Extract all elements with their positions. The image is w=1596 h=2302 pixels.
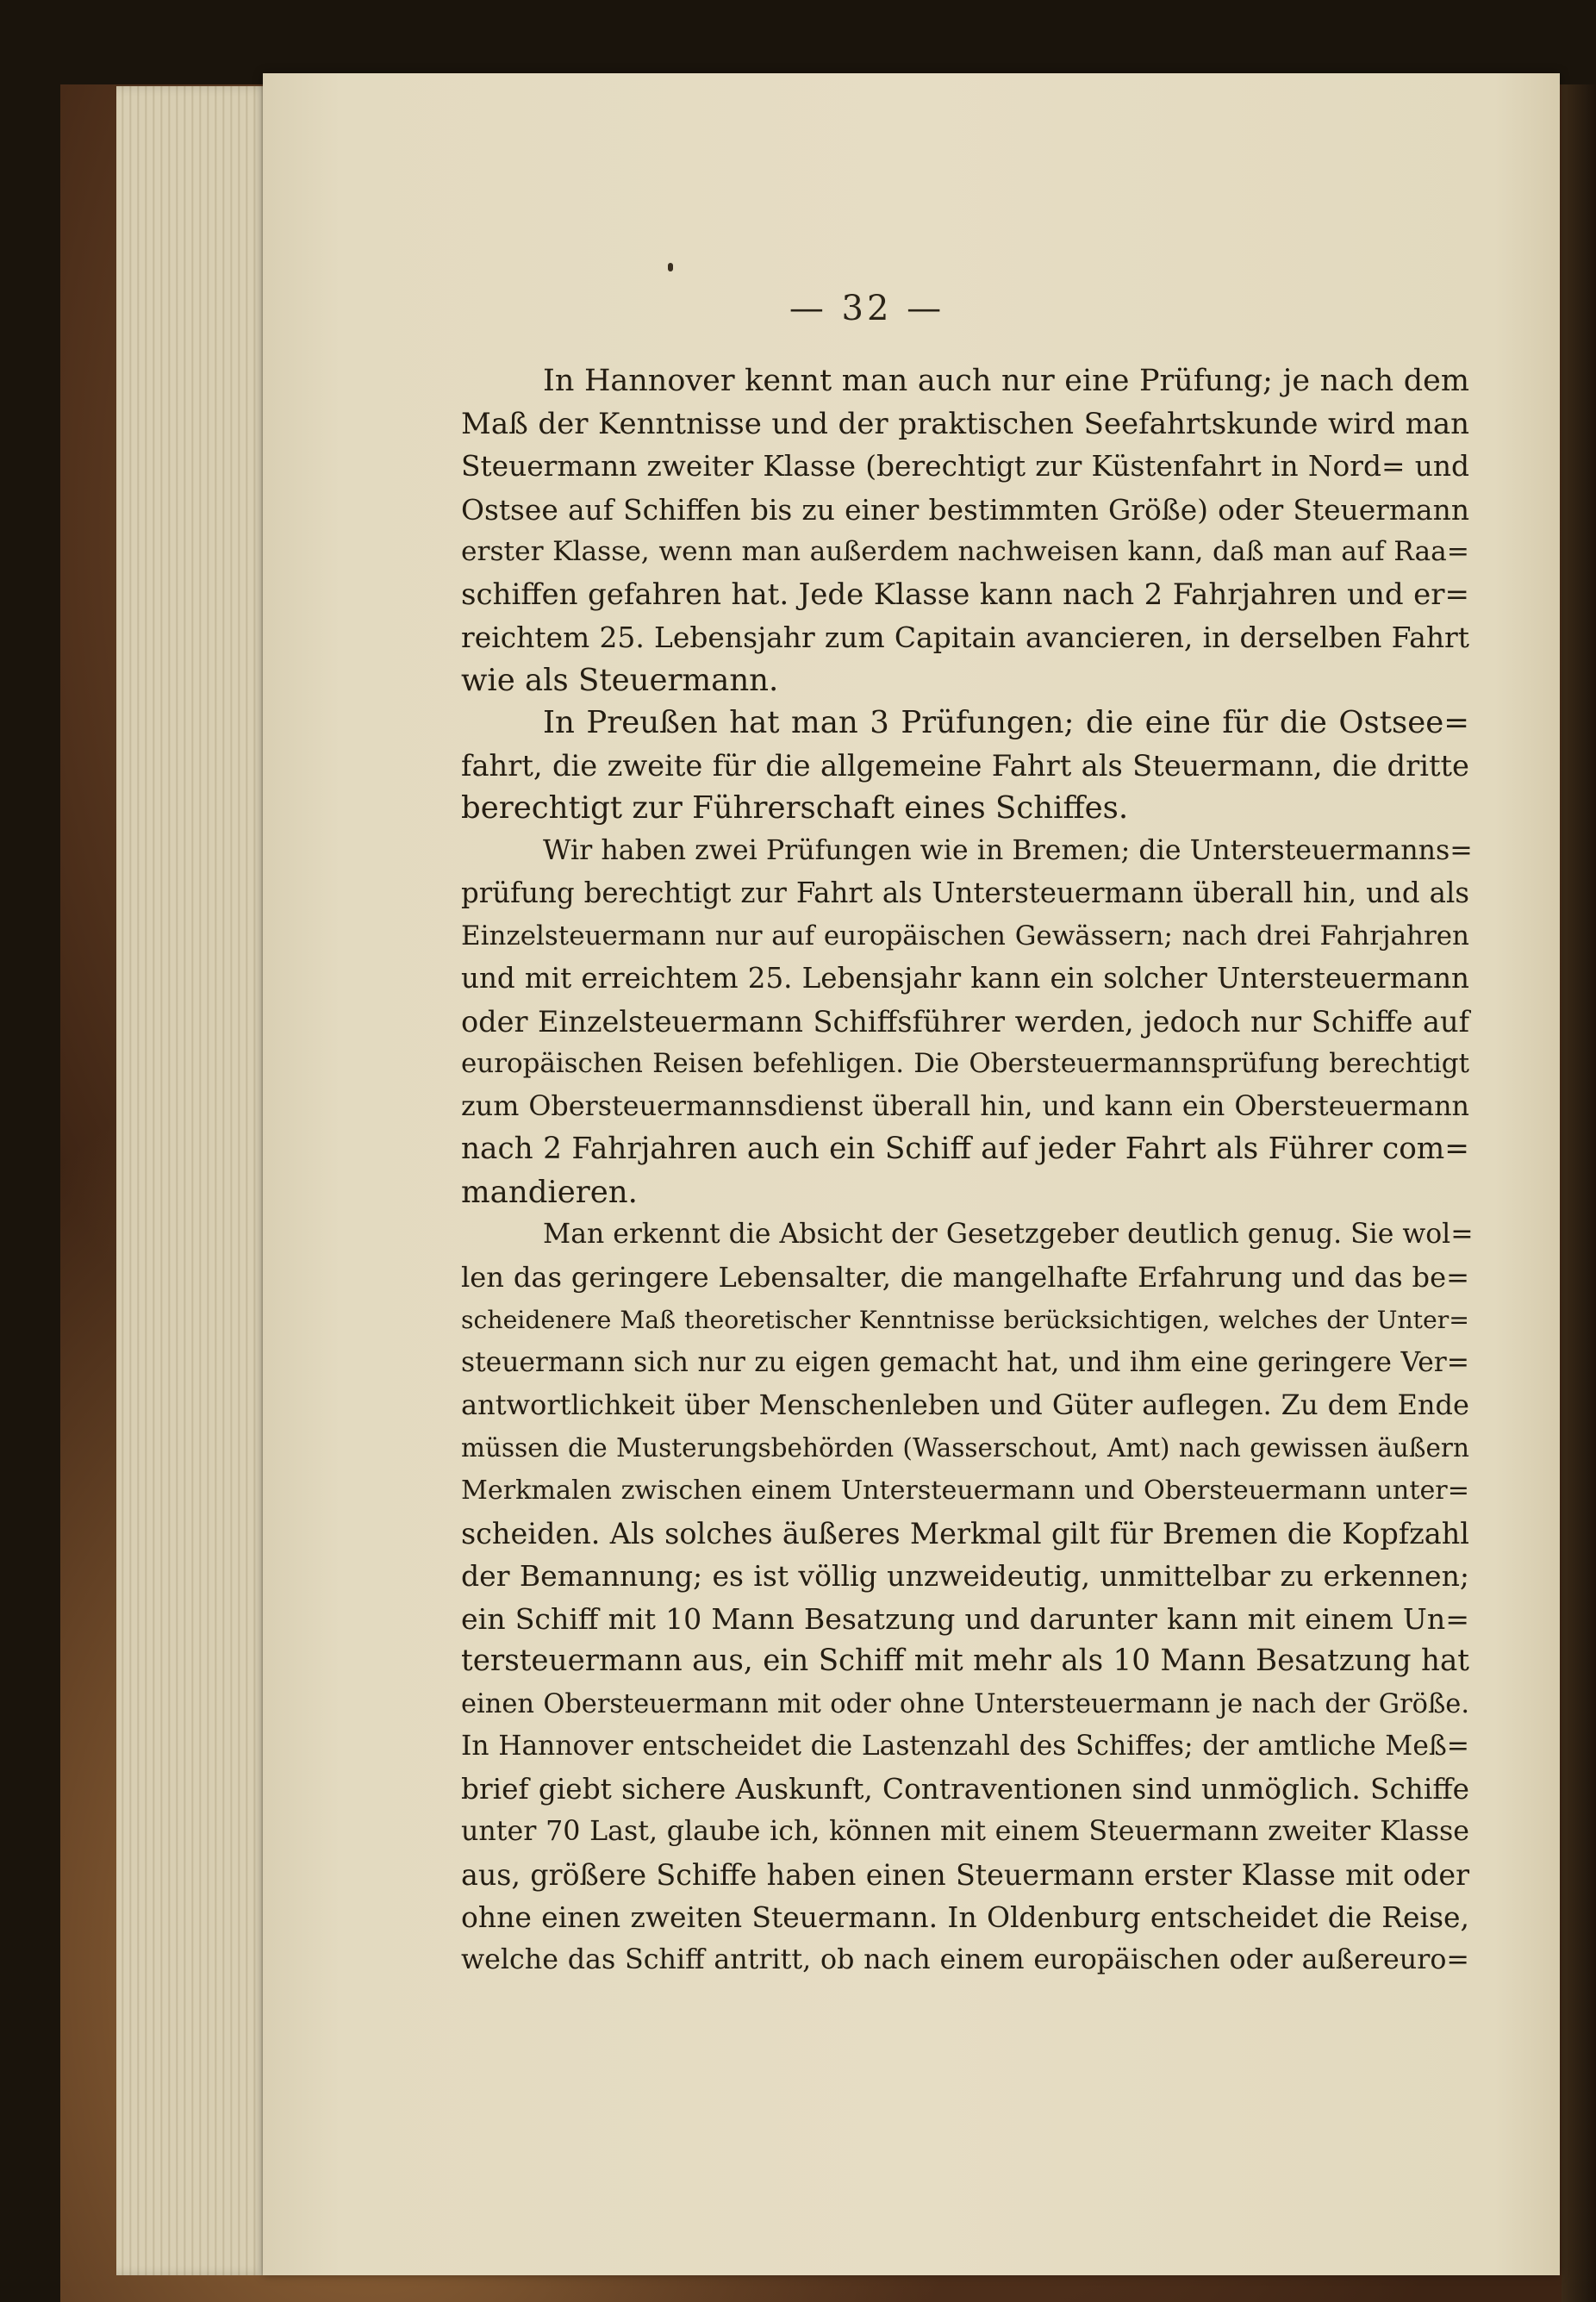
- text-line: antwortlichkeit über Menschenleben und Güter auflegen. Zu dem Ende: [461, 1388, 1469, 1421]
- text-line: Ostsee auf Schiffen bis zu einer bestimmten Größe) oder Steuermann: [461, 492, 1469, 527]
- page-body-text: [461, 360, 1474, 1981]
- text-line: mandieren.: [461, 1174, 638, 1210]
- text-line: nach 2 Fahrjahren auch ein Schiff auf jeder Fahrt als Führer com=: [461, 1132, 1469, 1166]
- text-line: aus, größere Schiffe haben einen Steuermann erster Klasse mit oder: [461, 1857, 1469, 1892]
- text-line: und mit erreichtem 25. Lebensjahr kann ein solcher Untersteuermann: [461, 962, 1469, 995]
- text-line: Maß der Kenntnisse und der praktischen Seefahrtskunde wird man: [461, 406, 1469, 441]
- text-line: scheidenere Maß theoretischer Kenntnisse berücksichtigen, welches der Unter=: [461, 1306, 1469, 1334]
- text-line: scheiden. Als solches äußeres Merkmal gilt für Bremen die Kopfzahl: [461, 1516, 1469, 1550]
- text-line: ein Schiff mit 10 Mann Besatzung und darunter kann mit einem Un=: [461, 1601, 1469, 1636]
- text-line: In Preußen hat man 3 Prüfungen; die eine für die Ostsee=: [543, 705, 1469, 740]
- text-line: Wir haben zwei Prüfungen wie in Bremen; die Untersteuermanns=: [543, 834, 1473, 866]
- text-line: prüfung berechtigt zur Fahrt als Untersteuermann überall hin, und als: [461, 877, 1469, 909]
- text-line: schiffen gefahren hat. Jede Klasse kann nach 2 Fahrjahren und er=: [461, 577, 1469, 612]
- text-line: der Bemannung; es ist völlig unzweideutig, unmittelbar zu erkennen;: [461, 1559, 1469, 1593]
- text-line: unter 70 Last, glaube ich, können mit einem Steuermann zweiter Klasse: [461, 1816, 1469, 1847]
- text-line: müssen die Musterungsbehörden (Wasserschout, Amt) nach gewissen äußern: [461, 1432, 1469, 1463]
- text-line: Merkmalen zwischen einem Untersteuermann und Obersteuermann unter=: [461, 1475, 1469, 1506]
- page-stack-edge: [116, 86, 271, 2275]
- text-line: fahrt, die zweite für die allgemeine Fahrt als Steuermann, die dritte: [461, 748, 1469, 783]
- text-line: len das geringere Lebensalter, die mangelhafte Erfahrung und das be=: [461, 1260, 1469, 1294]
- text-line: In Hannover kennt man auch nur eine Prüfung; je nach dem: [543, 364, 1469, 398]
- page-number: — 32 —: [789, 289, 945, 328]
- text-line: brief giebt sichere Auskunft, Contraventionen sind unmöglich. Schiffe: [461, 1772, 1469, 1806]
- text-line: berechtigt zur Führerschaft eines Schiffes.: [461, 790, 1129, 826]
- text-line: einen Obersteuermann mit oder ohne Untersteuermann je nach der Größe.: [461, 1688, 1469, 1719]
- text-line: wie als Steuermann.: [461, 662, 779, 698]
- text-line: welche das Schiff antritt, ob nach einem europäischen oder außereuro=: [461, 1943, 1469, 1975]
- text-line: ohne einen zweiten Steuermann. In Oldenburg entscheidet die Reise,: [461, 1900, 1469, 1934]
- book-cover-edge: [1562, 84, 1596, 2302]
- text-line: erster Klasse, wenn man außerdem nachweisen kann, daß man auf Raa=: [461, 536, 1469, 567]
- text-line: reichtem 25. Lebensjahr zum Capitain avancieren, in derselben Fahrt: [461, 621, 1469, 654]
- text-line: europäischen Reisen befehligen. Die Obersteuermannsprüfung berechtigt: [461, 1048, 1469, 1079]
- ink-speck: [668, 263, 673, 271]
- text-line: zum Obersteuermannsdienst überall hin, und kann ein Obersteuermann: [461, 1090, 1469, 1122]
- text-line: Einzelsteuermann nur auf europäischen Gewässern; nach drei Fahrjahren: [461, 920, 1469, 951]
- text-line: oder Einzelsteuermann Schiffsführer werden, jedoch nur Schiffe auf: [461, 1004, 1469, 1039]
- text-line: tersteuermann aus, ein Schiff mit mehr als 10 Mann Besatzung hat: [461, 1644, 1469, 1678]
- text-line: Steuermann zweiter Klasse (berechtigt zur Küstenfahrt in Nord= und: [461, 450, 1469, 483]
- text-line: Man erkennt die Absicht der Gesetzgeber deutlich genug. Sie wol=: [543, 1219, 1474, 1250]
- text-line: steuermann sich nur zu eigen gemacht hat, und ihm eine geringere Ver=: [461, 1346, 1469, 1378]
- text-line: In Hannover entscheidet die Lastenzahl des Schiffes; der amtliche Meß=: [461, 1731, 1469, 1762]
